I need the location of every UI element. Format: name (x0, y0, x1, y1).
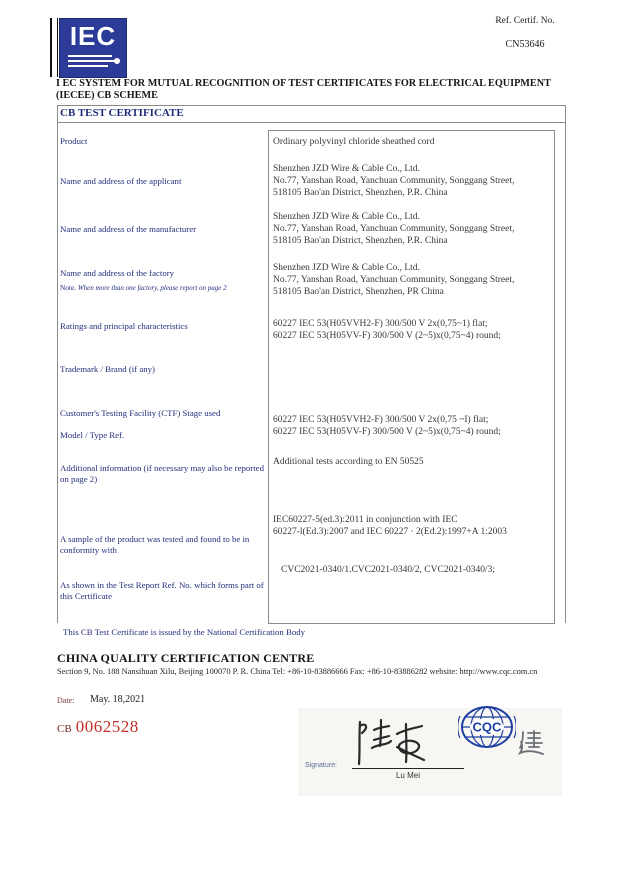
issued-by-note: This CB Test Certificate is issued by the National Certification Body (63, 627, 306, 637)
scheme-heading-line1: I EC SYSTEM FOR MUTUAL RECOGNITION OF TEST CERTIFICATES FOR ELECTRICAL EQUIPMENT (56, 78, 551, 89)
label-conformity: A sample of the product was tested and found to be in conformity with (60, 534, 250, 555)
date-label: Date: (57, 696, 75, 705)
scheme-heading-line2: (IECEE) CB SCHEME (56, 90, 158, 101)
cqc-logo-text: CQC (472, 719, 502, 735)
date-value: May. 18,2021 (90, 694, 146, 705)
cb-certificate-number: 0062528 (75, 717, 139, 736)
value-line: 518105 Bao'an District, Shenzhen, P.R. China (273, 236, 448, 247)
value-line: IEC60227-5(ed.3):2011 in conjunction with IEC (273, 515, 458, 525)
label-model-type: Model / Type Ref. (60, 430, 125, 440)
issuer-address: Section 9, No. 188 Nansihuan Xilu, Beijing 100070 P. R. China Tel: +86-10-83886666 Fax: +86-10-83886282 website: http://www.cqc.com.cn (57, 667, 538, 676)
label-trademark: Trademark / Brand (if any) (60, 364, 155, 374)
iec-logo (59, 18, 127, 78)
signatory-name: Lu Mei (395, 771, 420, 780)
iec-logo-line (68, 60, 116, 62)
ref-certif-block (455, 16, 595, 50)
label-test-report: As shown in the Test Report Ref. No. which forms part of this Certificate (60, 580, 264, 601)
value-factory (273, 262, 551, 299)
note-text: When more than one factory, please report on page 2 (77, 284, 227, 292)
iec-logo-dot (114, 58, 120, 64)
value-conformity (273, 514, 551, 538)
value-line: 518105 Bao'an District, Shenzhen, P.R. China (273, 188, 448, 199)
stamp-character-jian (518, 730, 544, 761)
values-frame (268, 130, 555, 624)
value-line: 518105 Bao'an District, Shenzhen, PR China (273, 287, 444, 298)
value-line: 60227 IEC 53(H05VVH2-F) 300/500 V 2x(0,75~1) flat; (273, 319, 488, 329)
cb-prefix: CB (57, 723, 72, 735)
ref-certif-label: Ref. Certif. No. (495, 16, 555, 26)
value-line: No.77, Yanshan Road, Yanchuan Community, Songgang Street, (273, 275, 515, 286)
iec-logo-spine (50, 18, 58, 77)
value-additional-info: Additional tests according to EN 50525 (273, 457, 424, 467)
value-manufacturer (273, 211, 551, 248)
value-line: Shenzhen JZD Wire & Cable Co., Ltd. (273, 164, 420, 174)
value-product: Ordinary polyvinyl chloride sheathed cord (273, 137, 435, 147)
cqc-logo (458, 702, 516, 759)
signature-label: Signature: (305, 762, 337, 769)
ref-certif-number: CN53646 (505, 39, 545, 50)
label-additional-info: Additional information (if necessary may also be reported on page 2) (60, 463, 264, 484)
value-test-report: CVC2021-0340/1.CVC2021-0340/2, CVC2021-0340/3; (281, 565, 496, 575)
value-ratings (273, 318, 551, 342)
label-ratings: Ratings and principal characteristics (60, 321, 188, 331)
label-applicant: Name and address of the applicant (60, 176, 182, 186)
cb-number-row (57, 717, 139, 737)
issuer-name: CHINA QUALITY CERTIFICATION CENTRE (57, 651, 315, 665)
value-model-type (273, 414, 551, 438)
value-applicant (273, 163, 551, 200)
scheme-heading (56, 78, 576, 102)
value-line: No.77, Yanshan Road, Yanchuan Community, Songgang Street, (273, 176, 515, 187)
certificate-title: CB TEST CERTIFICATE (60, 107, 184, 119)
iec-logo-text: IEC (69, 21, 117, 51)
date-row (57, 694, 146, 705)
value-line: 60227-l(Ed.3):2007 and IEC 60227 · 2(Ed.2):1997+A 1:2003 (273, 527, 507, 538)
label-factory: Name and address of the factory (60, 268, 175, 278)
value-line: 60227 IEC 53(H05VV-F) 300/500 V (2~5)x(0,75~4) round; (273, 331, 501, 342)
iec-logo-line (68, 65, 108, 67)
signature-line (352, 768, 464, 769)
value-line: Shenzhen JZD Wire & Cable Co., Ltd. (273, 263, 420, 273)
signature-handwriting (350, 714, 450, 773)
value-line: 60227 IEC 53(H05VVH2-F) 300/500 V 2x(0,75 ~I) flat; (273, 415, 489, 425)
label-ctf-stage: Customer's Testing Facility (CTF) Stage used (60, 408, 221, 418)
value-line: Shenzhen JZD Wire & Cable Co., Ltd. (273, 212, 420, 222)
value-line: No.77, Yanshan Road, Yanchuan Community, Songgang Street, (273, 224, 515, 235)
value-line: 60227 IEC 53(H05VV-F) 300/500 V (2~5)x(0,75~4) round; (273, 427, 501, 438)
note-prefix: Note. (60, 283, 77, 292)
label-factory-note (60, 283, 227, 292)
label-product: Product (60, 136, 88, 146)
label-manufacturer: Name and address of the manufacturer (60, 224, 197, 234)
title-divider-line (57, 122, 565, 123)
iec-logo-line (68, 55, 112, 57)
